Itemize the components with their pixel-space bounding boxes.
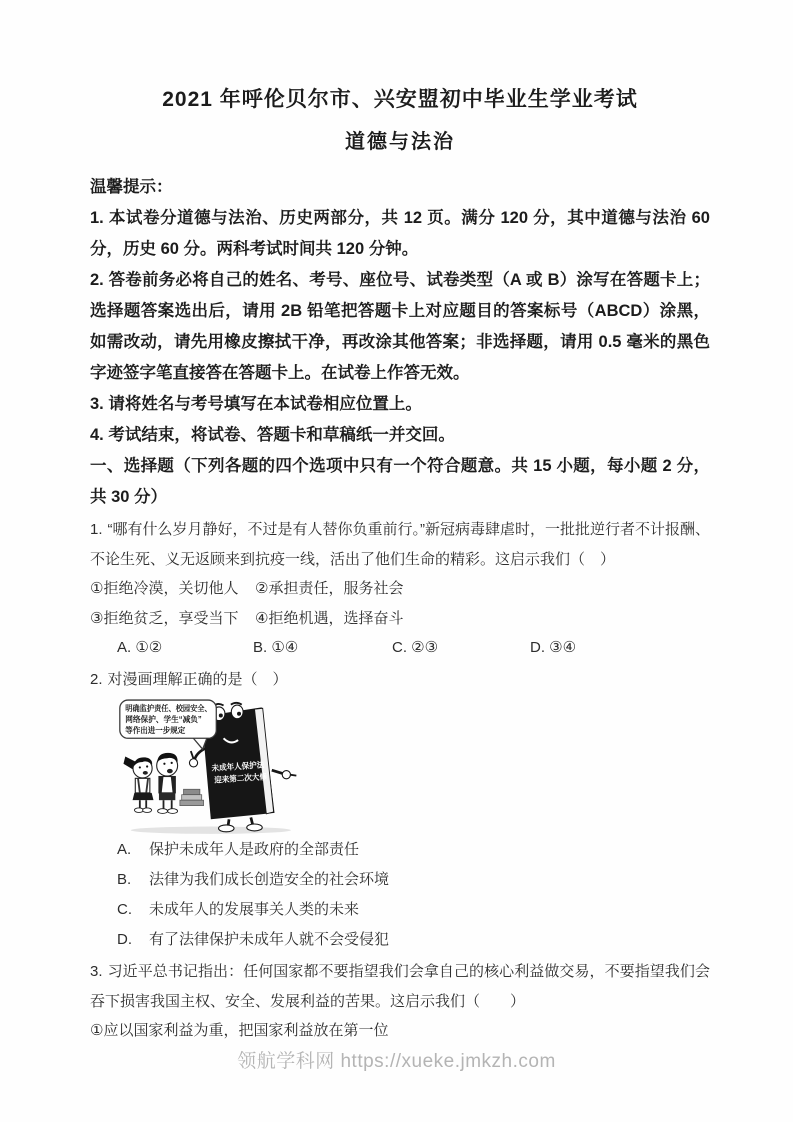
- subitem-3: ③拒绝贫乏，享受当下: [90, 609, 239, 627]
- question-1-text: “哪有什么岁月静好，不过是有人替你负重前行。”新冠病毒肆虐时，一批批逆行者不计报酬、不论生死、义无返顾来到抗疫一线，活出了他们生命的精彩。这启示我们（ ）: [90, 521, 711, 568]
- question-2-number: 2.: [90, 670, 103, 688]
- question-2-text: 对漫画理解正确的是（ ）: [107, 670, 288, 688]
- choice-b: B. ①④: [253, 639, 299, 656]
- question-1-stem: [90, 515, 710, 574]
- ground-shadow: [131, 827, 291, 834]
- notice-item-2: 2. 答卷前务必将自己的姓名、考号、座位号、试卷类型（A 或 B）涂写在答题卡上；选择题答案选出后，请用 2B 铅笔把答题卡上对应题目的答案标号（ABCD）涂黑，如需改动，请先用橡皮擦拭干净，再改涂其他答案；非选择题，请用 0.5 毫米的黑色字迹签字笔直接答在答题卡上。在试卷上作答无效。: [90, 271, 710, 382]
- bubble-line-3: 等作出进一步规定: [125, 725, 191, 735]
- option-b-label: B.: [117, 871, 132, 888]
- option-c-text: 未成年人的发展事关人类的未来: [149, 901, 360, 918]
- option-b-text: 法律为我们成长创造安全的社会环境: [149, 871, 390, 888]
- notice-item-4: 4. 考试结束，将试卷、答题卡和草稿纸一并交回。: [90, 426, 455, 444]
- subitem-q3-1: ①应以国家利益为重，把国家利益放在第一位: [90, 1022, 389, 1039]
- bubble-line-1: 明确监护责任、校园安全、: [125, 703, 224, 713]
- girl-figure: [123, 756, 153, 812]
- subitem-1: ①拒绝冷漠，关切他人: [90, 580, 239, 597]
- section-heading: 一、选择题（下列各题的四个选项中只有一个符合题意。共 15 小题，每小题 2 分，共 30 分）: [90, 457, 710, 506]
- question-3-stem: [90, 957, 710, 1016]
- question-3-text: 习近平总书记指出：任何国家都不要指望我们会拿自己的核心利益做交易，不要指望我们会吞下损害我国主权、安全、发展利益的苦果。这启示我们（ ）: [90, 963, 710, 1010]
- speech-bubble: [120, 700, 224, 749]
- bubble-line-2: 网络保护、学生“减负”: [125, 714, 208, 724]
- book-stack: [180, 789, 204, 805]
- question-2-option-b: [90, 865, 710, 895]
- question-1-subitems-row-1: [90, 574, 710, 604]
- option-d-text: 有了法律保护未成年人就不会受侵犯: [149, 931, 390, 948]
- option-c-label: C.: [117, 901, 132, 918]
- question-1-choices: [90, 633, 710, 663]
- choice-c: C. ②③: [392, 639, 439, 656]
- book-label-line-1: 未成年人保护法: [211, 760, 270, 774]
- boy-figure: [157, 753, 178, 814]
- question-2-option-d: [90, 925, 710, 955]
- option-d-label: D.: [117, 931, 132, 948]
- notice-item-3: 3. 请将姓名与考号填写在本试卷相应位置上。: [90, 395, 422, 413]
- watermark-footer: 领航学科网 https://xueke.jmkzh.com: [237, 1051, 556, 1072]
- exam-title: 2021 年呼伦贝尔市、兴安盟初中毕业生学业考试: [162, 88, 638, 111]
- notice-heading: 温馨提示：: [90, 178, 173, 196]
- exam-subject: 道德与法治: [345, 131, 455, 153]
- question-1-subitems-row-2: [90, 604, 710, 634]
- book-label-line-2: 迎来第二次大修: [213, 771, 272, 785]
- question-2-option-c: [90, 895, 710, 925]
- question-3-number: 3.: [90, 963, 103, 980]
- cartoon-minor-protection-law: [118, 698, 300, 835]
- question-1-number: 1.: [90, 521, 103, 538]
- question-2-option-a: [90, 835, 710, 865]
- subitem-2: ②承担责任，服务社会: [255, 580, 404, 597]
- subitem-4: ④拒绝机遇，选择奋斗: [255, 609, 404, 627]
- choice-a: A. ①②: [117, 639, 163, 656]
- question-2-stem: [90, 665, 710, 695]
- question-3-subitem-1: [90, 1016, 710, 1046]
- choice-d: D. ③④: [530, 639, 577, 656]
- notice-item-1: 1. 本试卷分道德与法治、历史两部分，共 12 页。满分 120 分，其中道德与法治 60 分，历史 60 分。两科考试时间共 120 分钟。: [90, 209, 710, 258]
- option-a-text: 保护未成年人是政府的全部责任: [149, 841, 360, 858]
- option-a-label: A.: [117, 841, 132, 858]
